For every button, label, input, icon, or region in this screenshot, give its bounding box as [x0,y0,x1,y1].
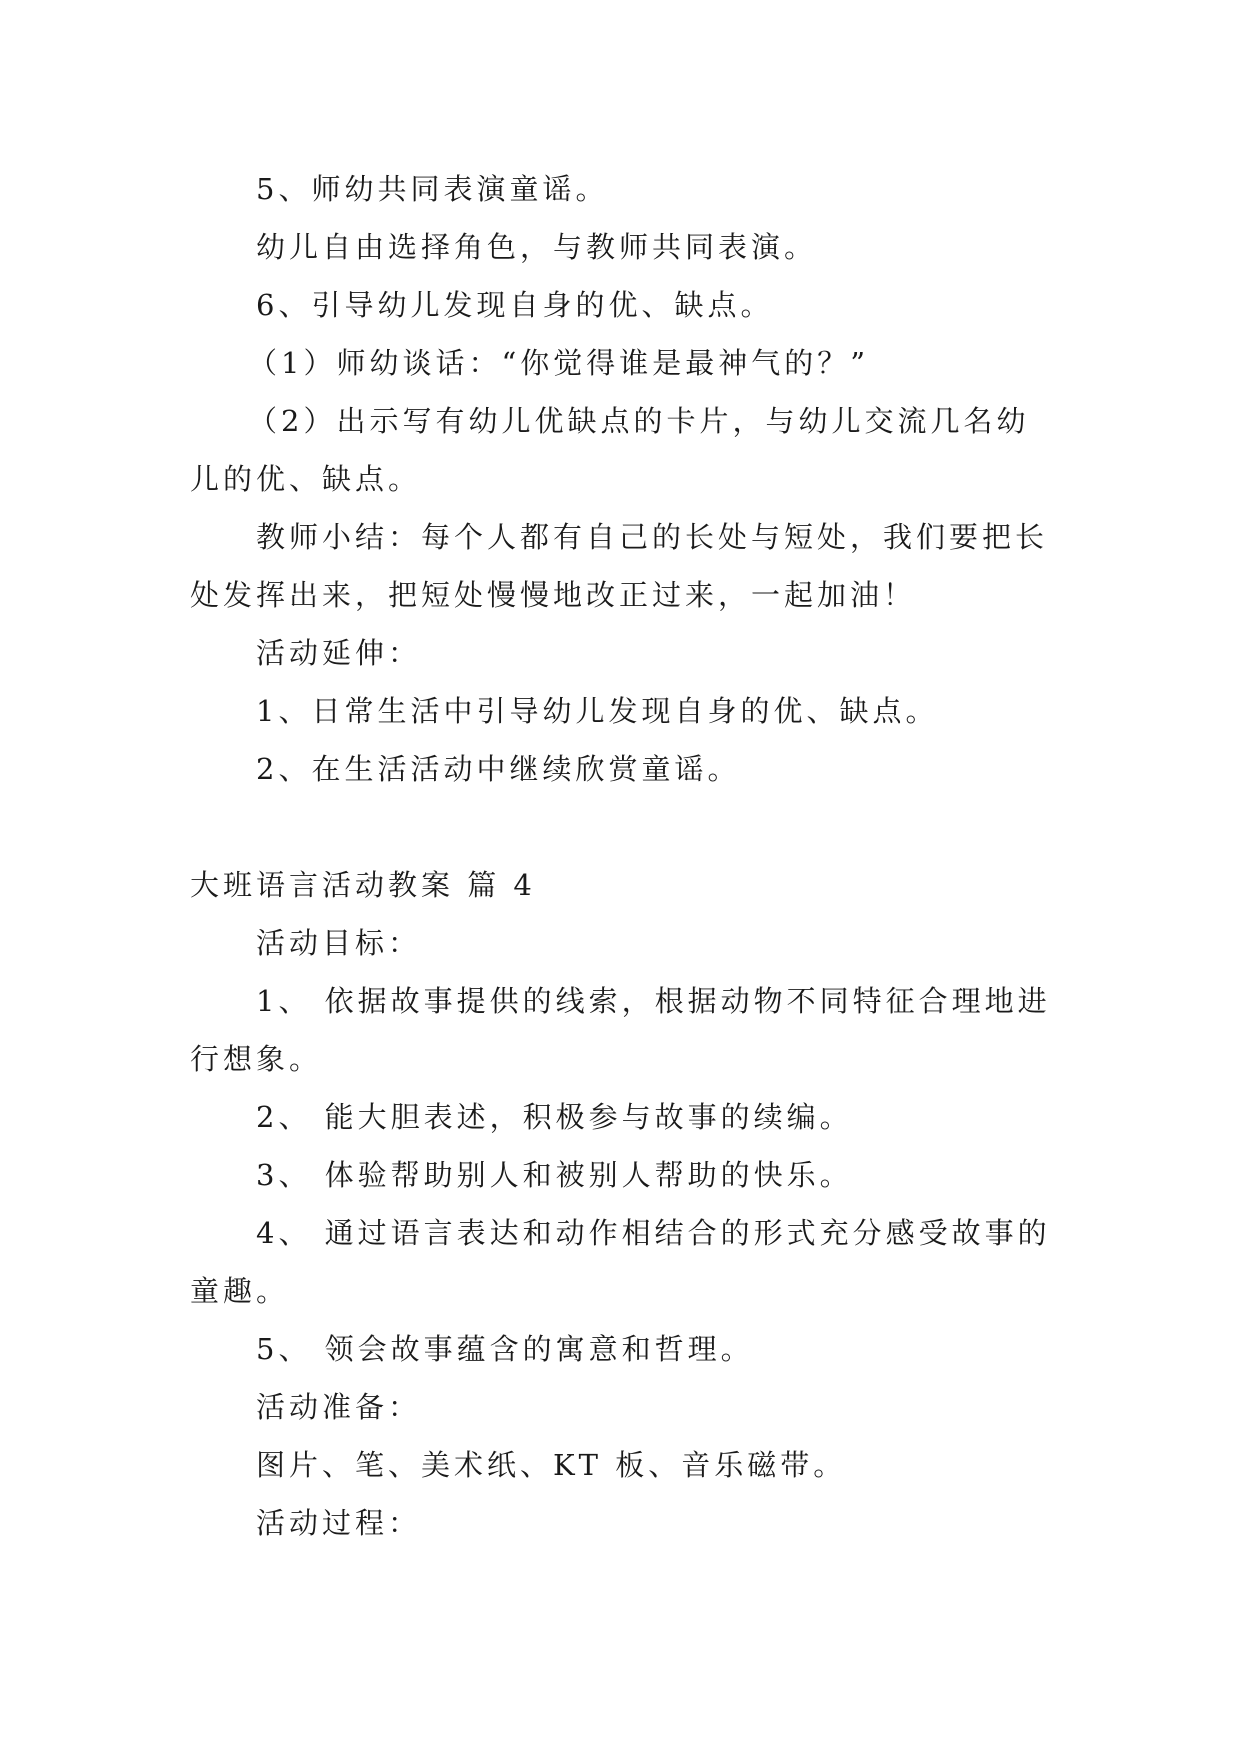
paragraph-extension-1: 1、日常生活中引导幼儿发现自身的优、缺点。 [256,694,939,728]
section-heading: 大班语言活动教案 篇 4 [190,868,536,902]
goal-item-2: 2、 能大胆表述，积极参与故事的续编。 [256,1100,853,1134]
paragraph-teacher-summary: 教师小结：每个人都有自己的长处与短处，我们要把长处发挥出来，把短处慢慢地改正过来，一起加油！ [190,520,1049,612]
goal-item-3: 3、 体验帮助别人和被别人帮助的快乐。 [256,1158,853,1192]
paragraph-sub-1: （1）师幼谈话：“你觉得谁是最神气的？” [248,346,870,380]
prep-title: 活动准备： [256,1390,422,1424]
goal-item-1: 1、 依据故事提供的线索，根据动物不同特征合理地进行想象。 [190,984,1051,1076]
paragraph-step-6: 6、引导幼儿发现自身的优、缺点。 [256,288,774,322]
goal-item-4: 4、 通过语言表达和动作相结合的形式充分感受故事的童趣。 [190,1216,1051,1308]
prep-items: 图片、笔、美术纸、KT 板、音乐磁带。 [256,1448,847,1482]
document-body [190,160,1060,1552]
section-gap [190,798,1060,856]
paragraph-performance: 幼儿自由选择角色，与教师共同表演。 [256,230,818,264]
paragraph-step-5: 5、师幼共同表演童谣。 [256,172,609,206]
goal-item-5: 5、 领会故事蕴含的寓意和哲理。 [256,1332,754,1366]
paragraph-extension-2: 2、在生活活动中继续欣赏童谣。 [256,752,741,786]
paragraph-sub-2: （2）出示写有幼儿优缺点的卡片，与幼儿交流几名幼儿的优、缺点。 [190,404,1030,496]
paragraph-extension-title: 活动延伸： [256,636,422,670]
process-title: 活动过程： [256,1506,422,1540]
goals-title: 活动目标： [256,926,422,960]
